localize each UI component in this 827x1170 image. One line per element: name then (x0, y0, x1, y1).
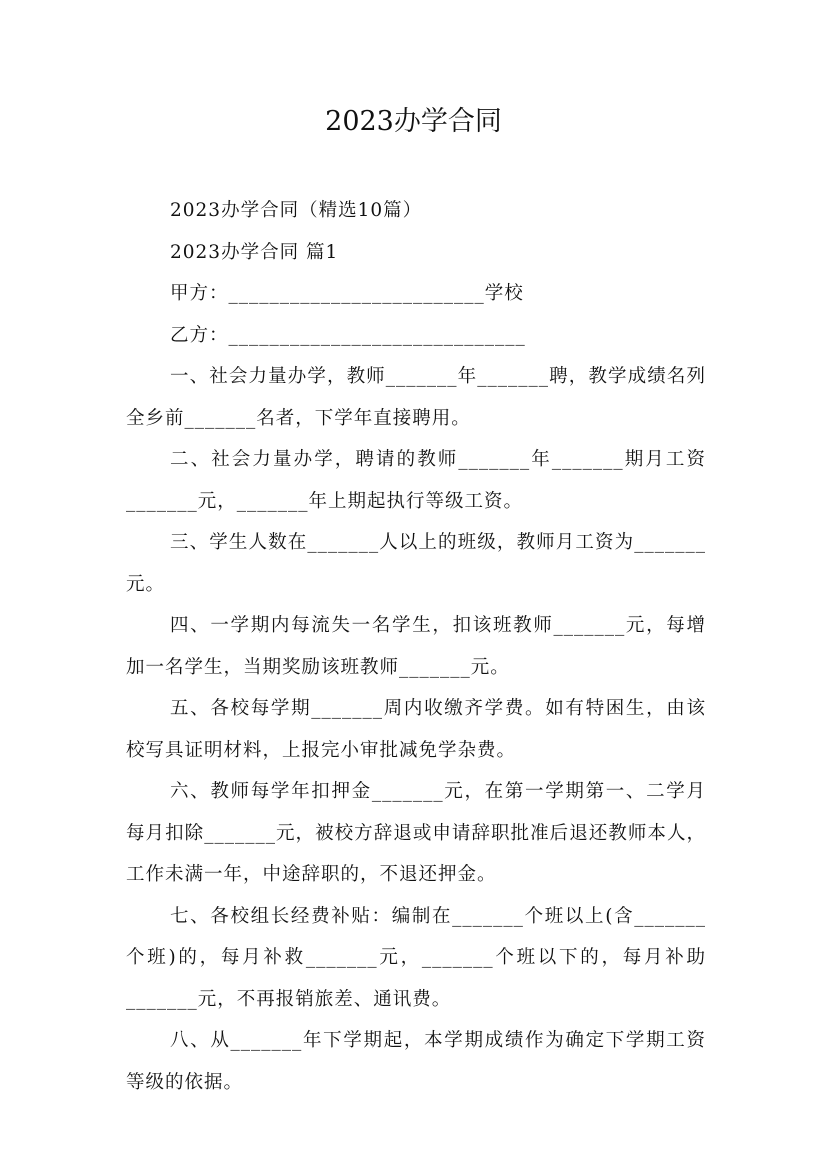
paragraph-clause-5: 五、各校每学期_______周内收缴齐学费。如有特困生，由该校写具证明材料，上报完小审批减免学杂费。 (126, 698, 706, 761)
paragraph-section-heading: 2023办学合同 篇1 (170, 241, 339, 263)
paragraph-clause-4: 四、一学期内每流失一名学生，扣该班教师_______元，每增加一名学生，当期奖励该班教师_______元。 (126, 615, 706, 678)
paragraph-party-a: 甲方：_________________________学校 (170, 283, 524, 304)
paragraph-subtitle: 2023办学合同（精选10篇） (170, 200, 423, 221)
document-body (126, 190, 706, 1103)
paragraph-party-b: 乙方：_____________________________ (170, 324, 526, 346)
paragraph-clause-7: 七、各校组长经费补贴：编制在_______个班以上(含_______个班)的，每月补救_______元，_______个班以下的，每月补助_______元，不再报销旅差、通讯费。 (126, 905, 706, 1010)
paragraph-clause-1: 一、社会力量办学，教师_______年_______聘，教学成绩名列全乡前_______名者，下学年直接聘用。 (126, 366, 706, 429)
document-title: 2023办学合同 (325, 106, 502, 137)
paragraph-clause-6: 六、教师每学年扣押金_______元，在第一学期第一、二学月每月扣除_______元，被校方辞退或申请辞职批准后退还教师本人，工作未满一年，中途辞职的，不退还押金。 (126, 781, 706, 885)
paragraph-clause-3: 三、学生人数在_______人以上的班级，教师月工资为_______元。 (126, 532, 706, 595)
paragraph-clause-2: 二、社会力量办学，聘请的教师_______年_______期月工资_______元，_______年上期起执行等级工资。 (126, 449, 706, 512)
paragraph-clause-8: 八、从_______年下学期起，本学期成绩作为确定下学期工资等级的依据。 (126, 1030, 706, 1093)
